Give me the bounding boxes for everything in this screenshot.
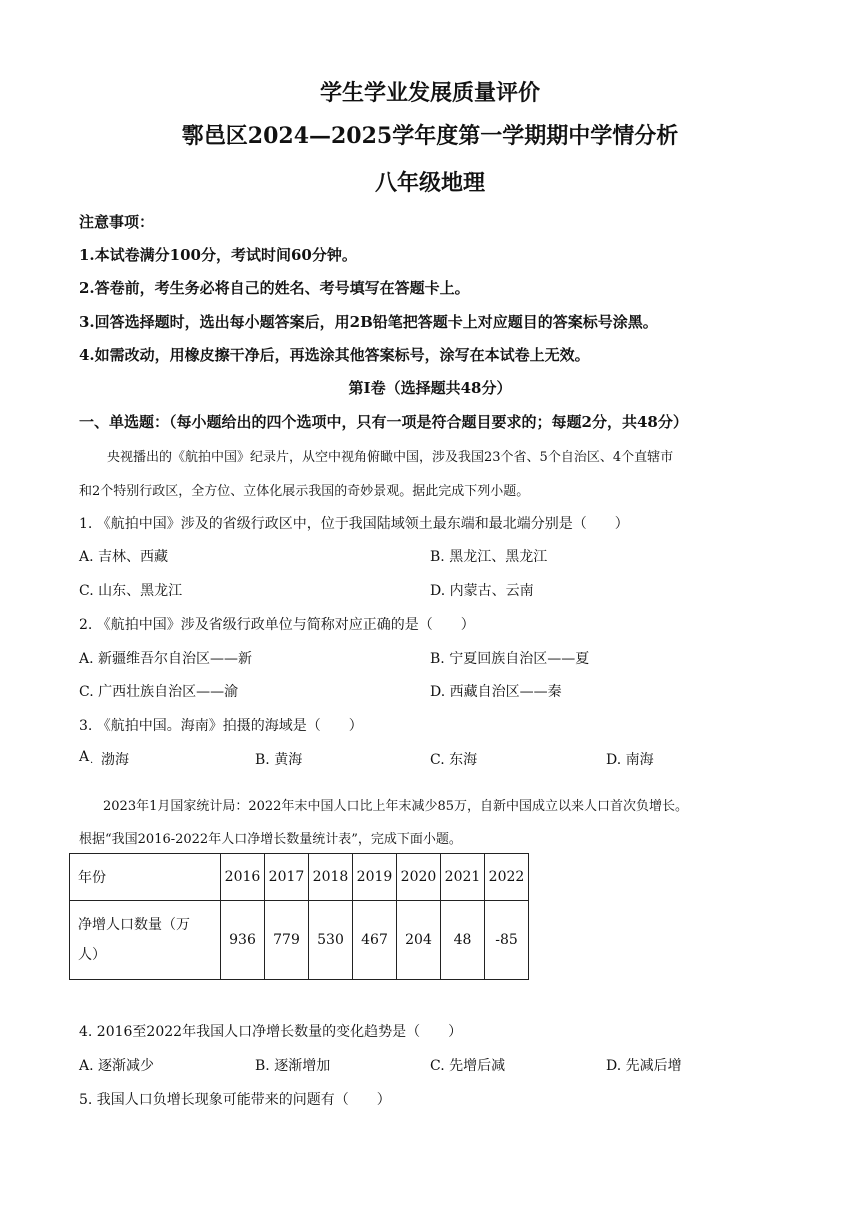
notice-item: 3.回答选择题时，选出每小题答案后，用2B铅笔把答题卡上对应题目的答案标号涂黑。 xyxy=(79,313,658,331)
option-a: 渤海 xyxy=(101,752,129,768)
table-cell: 2019 xyxy=(353,854,397,901)
option-c: C. 山东、黑龙江 xyxy=(79,583,183,599)
table-cell: 2017 xyxy=(265,854,309,901)
option-c: C. 先增后减 xyxy=(430,1058,506,1074)
table-cell: 48 xyxy=(441,901,485,980)
table-cell: 936 xyxy=(221,901,265,980)
table-row xyxy=(70,901,529,980)
table-cell: 467 xyxy=(353,901,397,980)
option-a-letter: A xyxy=(79,749,90,765)
question-stem: 3. 《航拍中国。海南》拍摄的海域是（ ） xyxy=(79,718,363,734)
notice-item: 1.本试卷满分100分，考试时间60分钟。 xyxy=(79,246,357,264)
passage-line: 和2个特别行政区，全方位、立体化展示我国的奇妙景观。据此完成下列小题。 xyxy=(79,484,530,499)
question-stem: 2. 《航拍中国》涉及省级行政单位与简称对应正确的是（ ） xyxy=(79,617,475,633)
option-d: D. 内蒙古、云南 xyxy=(430,583,534,599)
table-cell: 2020 xyxy=(397,854,441,901)
option-d: D. 南海 xyxy=(606,752,654,768)
option-a-dot: · xyxy=(90,758,94,769)
notice-item: 2.答卷前，考生务必将自己的姓名、考号填写在答题卡上。 xyxy=(79,279,470,297)
option-d: D. 西藏自治区——秦 xyxy=(430,684,562,700)
option-c: C. 广西壮族自治区——渝 xyxy=(79,684,239,700)
passage-line: 央视播出的《航拍中国》纪录片，从空中视角俯瞰中国，涉及我国23个省、5个自治区、4个直辖市 xyxy=(107,450,674,465)
option-b: B. 逐渐增加 xyxy=(255,1058,331,1074)
question-stem: 5. 我国人口负增长现象可能带来的问题有（ ） xyxy=(79,1092,391,1108)
option-a: A. 逐渐减少 xyxy=(79,1058,155,1074)
exam-subject: 八年级地理 xyxy=(374,170,485,196)
question-stem: 4. 2016至2022年我国人口净增长数量的变化趋势是（ ） xyxy=(79,1024,463,1040)
table-header-cell xyxy=(70,901,221,980)
table-row xyxy=(70,854,529,901)
option-b: B. 宁夏回族自治区——夏 xyxy=(430,651,590,667)
population-table xyxy=(69,853,529,980)
table-cell: 530 xyxy=(309,901,353,980)
question-stem: 1. 《航拍中国》涉及的省级行政区中，位于我国陆域领土最东端和最北端分别是（ ） xyxy=(79,516,629,532)
passage-line: 根据“我国2016-2022年人口净增长数量统计表”，完成下面小题。 xyxy=(79,832,462,847)
option-a: A. 吉林、西藏 xyxy=(79,549,169,565)
table-label-line: 净增人口数量（万 xyxy=(78,917,190,933)
section-part: 第Ⅰ卷（选择题共48分） xyxy=(348,379,512,397)
table-cell: 779 xyxy=(265,901,309,980)
table-header-cell: 年份 xyxy=(70,854,221,901)
table-cell: -85 xyxy=(485,901,529,980)
option-a: A. 新疆维吾尔自治区——新 xyxy=(79,651,253,667)
exam-title: 学生学业发展质量评价 xyxy=(319,80,540,106)
option-b: B. 黄海 xyxy=(255,752,303,768)
table-cell: 2016 xyxy=(221,854,265,901)
table-cell: 2022 xyxy=(485,854,529,901)
exam-subtitle: 鄠邑区2024—2025学年度第一学期期中学情分析 xyxy=(181,123,679,149)
section-heading: 一、单选题：（每小题给出的四个选项中，只有一项是符合题目要求的；每题2分，共48分） xyxy=(79,413,688,431)
table-label-line: 人） xyxy=(78,947,106,963)
table-cell: 204 xyxy=(397,901,441,980)
option-c: C. 东海 xyxy=(430,752,478,768)
table-cell: 2021 xyxy=(441,854,485,901)
passage-line: 2023年1月国家统计局：2022年末中国人口比上年末减少85万，自新中国成立以来人口首次负增长。 xyxy=(103,799,688,814)
notice-item: 4.如需改动，用橡皮擦干净后，再选涂其他答案标号，涂写在本试卷上无效。 xyxy=(79,346,590,364)
option-b: B. 黑龙江、黑龙江 xyxy=(430,549,548,565)
notice-heading: 注意事项： xyxy=(79,213,155,231)
option-d: D. 先减后增 xyxy=(606,1058,682,1074)
table-cell: 2018 xyxy=(309,854,353,901)
